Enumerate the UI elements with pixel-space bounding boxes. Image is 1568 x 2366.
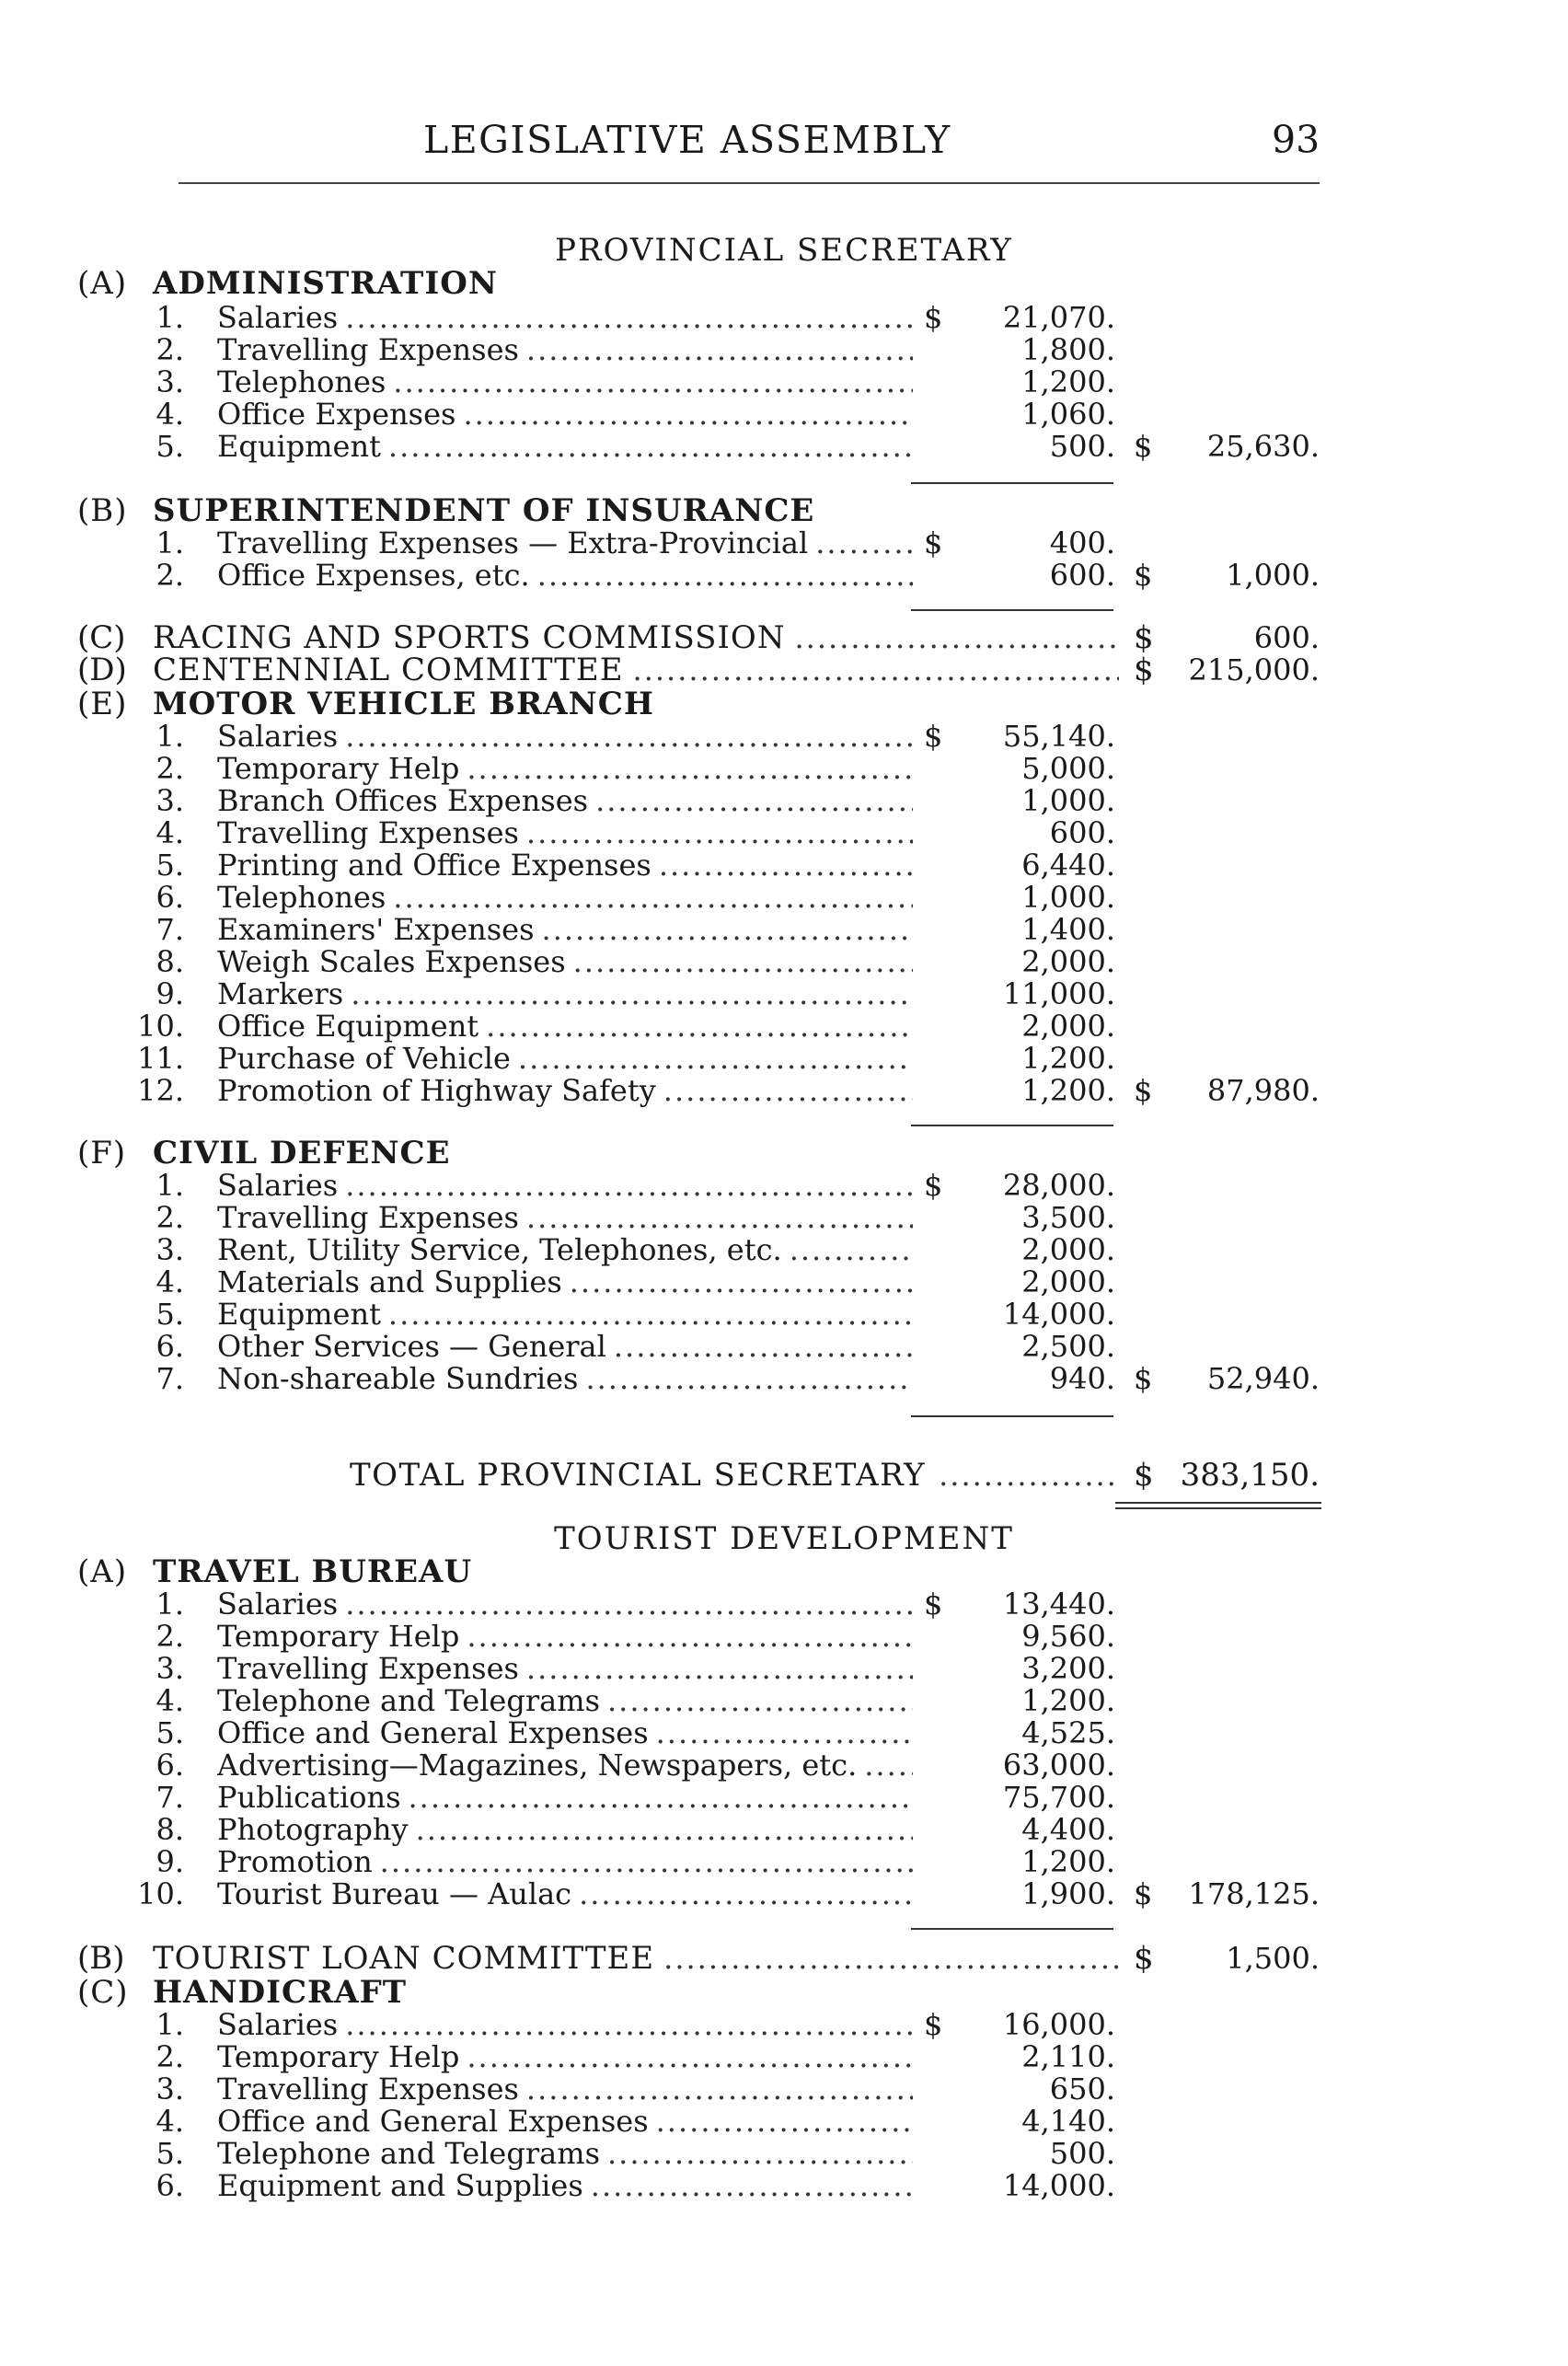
header-rule: [179, 182, 1320, 184]
section-heading-e-motor-vehicle: (E) MOTOR VEHICLE BRANCH: [77, 686, 654, 722]
line-item: 2. Temporary Help ..... 5,000.: [0, 752, 1568, 785]
line-item: 3. Branch Offices Expenses ..... 1,000.: [0, 784, 1568, 817]
line-item: 5. Office and General Expenses ..... 4,525.: [0, 1716, 1568, 1749]
line-item: 6. Advertising—Magazines, Newspapers, etc. ..... 63,000.: [0, 1749, 1568, 1782]
line-item: 4. Travelling Expenses ..... 600.: [0, 816, 1568, 849]
line-item: 4. Office Expenses ..... 1,060.: [0, 398, 1568, 431]
section-heading-a-administration: [77, 265, 498, 302]
line-item: 3. Rent, Utility Service, Telephones, etc. ..... 2,000.: [0, 1233, 1568, 1266]
line-item: 4. Materials and Supplies ..... 2,000.: [0, 1265, 1568, 1298]
line-item: 5. Printing and Office Expenses ..... 6,440.: [0, 848, 1568, 882]
line-item: 5. Equipment ..... 500. $ 25,630.: [0, 430, 1568, 463]
line-item: 1. Salaries ..... $ 21,070.: [0, 301, 1568, 334]
line-item: 11. Purchase of Vehicle ..... 1,200.: [0, 1042, 1568, 1075]
section-line-b-tourist-loan: (B) TOURIST LOAN COMMITTEE ..... $ 1,500.: [0, 1942, 1568, 1975]
subtotal-rule: [911, 1415, 1113, 1417]
line-item: 2. Office Expenses, etc. ..... 600. $ 1,000.: [0, 559, 1568, 592]
line-item: 3. Travelling Expenses ..... 650.: [0, 2072, 1568, 2106]
page-number: 93: [1272, 118, 1320, 162]
line-item: 9. Promotion ..... 1,200.: [0, 1845, 1568, 1878]
line-item: 1. Salaries ..... $ 13,440.: [0, 1587, 1568, 1621]
line-item: 8. Photography ..... 4,400.: [0, 1813, 1568, 1846]
section-heading-a-travel-bureau: (A) TRAVEL BUREAU: [77, 1553, 473, 1590]
line-item: 6. Telephones ..... 1,000.: [0, 881, 1568, 914]
line-item: 5. Equipment ..... 14,000.: [0, 1298, 1568, 1331]
line-item: 1. Salaries ..... $ 28,000.: [0, 1169, 1568, 1202]
section-name: ADMINISTRATION: [153, 265, 498, 302]
line-item: 1. Salaries ..... $ 55,140.: [0, 720, 1568, 753]
line-item: 7. Non-shareable Sundries ..... 940. $ 52,940.: [0, 1362, 1568, 1395]
grand-total-provincial-secretary: TOTAL PROVINCIAL SECRETARY ..... $ 383,150.: [0, 1457, 1568, 1494]
line-item: 10. Office Equipment ..... 2,000.: [0, 1010, 1568, 1043]
section-total: 1,000.: [1226, 558, 1320, 593]
line-item: 5. Telephone and Telegrams ..... 500.: [0, 2137, 1568, 2170]
department-title-tourist-development: TOURIST DEVELOPMENT: [554, 1520, 1014, 1557]
line-item: 1. Travelling Expenses — Extra-Provincial ..... $ 400.: [0, 526, 1568, 560]
section-heading-b-insurance: (B) SUPERINTENDENT OF INSURANCE: [77, 492, 815, 529]
line-item: 6. Equipment and Supplies ..... 14,000.: [0, 2169, 1568, 2202]
line-item: 1. Salaries ..... $ 16,000.: [0, 2008, 1568, 2041]
line-item: 10. Tourist Bureau — Aulac ..... 1,900. $ 178,125.: [0, 1877, 1568, 1910]
section-line-c-racing: (C) RACING AND SPORTS COMMISSION ..... $ 600.: [0, 621, 1568, 654]
line-item: 6. Other Services — General ..... 2,500.: [0, 1330, 1568, 1363]
line-item: 12. Promotion of Highway Safety ..... 1,200. $ 87,980.: [0, 1074, 1568, 1107]
subtotal-rule: [911, 1928, 1113, 1930]
line-item: 4. Office and General Expenses ..... 4,140.: [0, 2105, 1568, 2138]
section-total: 178,125.: [1188, 1876, 1320, 1911]
line-item: 2. Travelling Expenses ..... 3,500.: [0, 1201, 1568, 1234]
line-item: 7. Examiners' Expenses ..... 1,400.: [0, 913, 1568, 946]
section-heading-f-civil-defence: (F) CIVIL DEFENCE: [77, 1135, 451, 1171]
section-total: 87,980.: [1206, 1073, 1320, 1108]
line-item: 7. Publications ..... 75,700.: [0, 1781, 1568, 1814]
section-total: 52,940.: [1206, 1361, 1320, 1396]
running-header: LEGISLATIVE ASSEMBLY: [423, 118, 951, 162]
line-item: 2. Temporary Help ..... 9,560.: [0, 1620, 1568, 1653]
section-total: 25,630.: [1206, 429, 1320, 464]
subtotal-rule: [911, 609, 1113, 611]
line-item: 8. Weigh Scales Expenses ..... 2,000.: [0, 945, 1568, 978]
grand-total-double-rule: [1115, 1502, 1321, 1509]
section-letter: (A): [77, 265, 128, 302]
line-item: 3. Telephones ..... 1,200.: [0, 365, 1568, 398]
subtotal-rule: [911, 1125, 1113, 1126]
line-item: 2. Travelling Expenses ..... 1,800.: [0, 333, 1568, 366]
section-line-d-centennial: (D) CENTENNIAL COMMITTEE ..... $ 215,000.: [0, 653, 1568, 687]
line-item: 9. Markers ..... 11,000.: [0, 977, 1568, 1010]
line-item: 4. Telephone and Telegrams ..... 1,200.: [0, 1684, 1568, 1717]
section-heading-c-handicraft: (C) HANDICRAFT: [77, 1974, 408, 2011]
line-item: 2. Temporary Help ..... 2,110.: [0, 2040, 1568, 2073]
department-title-provincial-secretary: PROVINCIAL SECRETARY: [555, 232, 1013, 269]
subtotal-rule: [911, 482, 1113, 484]
line-item: 3. Travelling Expenses ..... 3,200.: [0, 1652, 1568, 1685]
